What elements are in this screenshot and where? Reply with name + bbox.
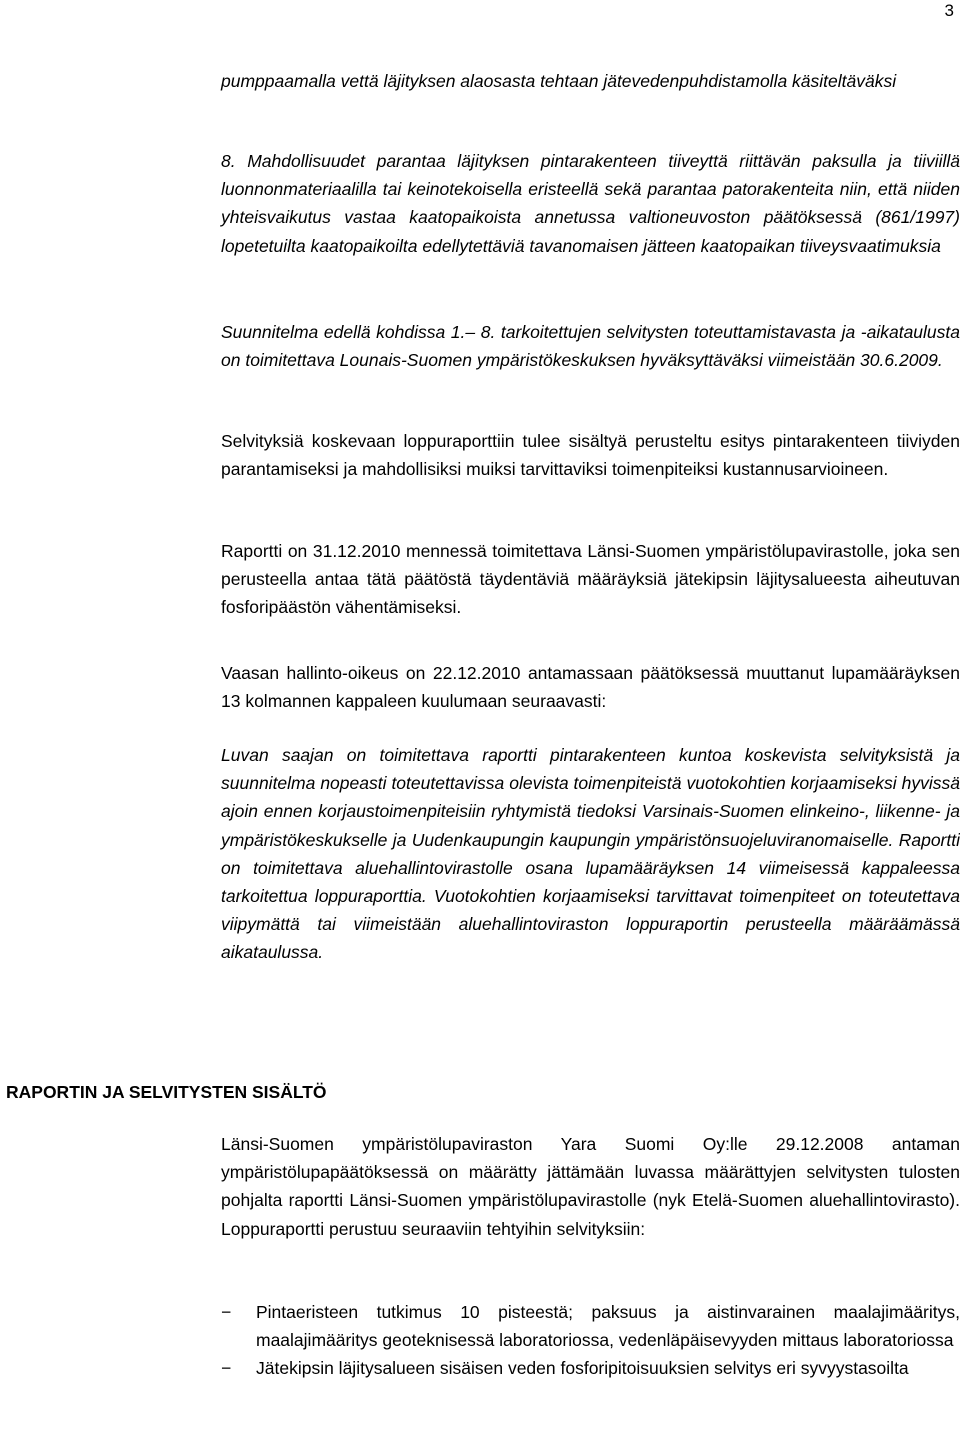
- paragraph-intro: Länsi-Suomen ympäristölupaviraston Yara Suomi Oy:lle 29.12.2008 antaman ympäristölupapäätöksessä on määrätty jättämään luvassa määrättyjen selvitysten tulosten pohjalta raportti Länsi-Suomen ympäristölupavirastolle (nyk Etelä-Suomen aluehallintovirasto). Loppuraportti perustuu seuraaviin tehtyihin selvityksiin:: [221, 1134, 960, 1239]
- survey-list: [221, 1298, 960, 1383]
- paragraph-permit-holder-obligation: Luvan saajan on toimitettava raportti pintarakenteen kuntoa koskevista selvityksistä ja suunnitelma nopeasti toteutettavissa olevista toimenpiteistä vuotokohtien korjaamiseksi hyvissä ajoin ennen korjaustoimenpiteisiin ryhtymistä tiedoksi Varsinais-Suomen elinkeino-, liikenne- ja ympäristökeskukselle ja Uudenkaupungin kaupungin ympäristönsuojeluviranomaiselle. Raportti on toimitettava aluehallintovirastolle osana lupamääräyksen 14 viimeisessä kappaleessa tarkoitettua loppuraporttia. Vuotokohtien korjaamiseksi tarvittavat toimenpiteet on toteutettava viipymättä tai viimeistään aluehallintoviraston loppuraportin perusteella määräämässä aikataulussa.: [221, 745, 960, 963]
- paragraph-court-decision: Vaasan hallinto-oikeus on 22.12.2010 antamassaan päätöksessä muuttanut lupamääräyksen 13 kolmannen kappaleen kuulumaan seuraavasti:: [221, 663, 960, 712]
- paragraph-report-deadline: Raportti on 31.12.2010 mennessä toimitettava Länsi-Suomen ympäristölupavirastolle, joka sen perusteella antaa tätä päätöstä täydentäviä määräyksiä jätekipsin läjitysalueesta aiheutuvan fosforipäästön vähentämiseksi.: [221, 541, 960, 618]
- dash-bullet-icon: −: [221, 1302, 232, 1322]
- paragraph-item-8: 8. Mahdollisuudet parantaa läjityksen pintarakenteen tiiveyttä riittävän paksulla ja tiiviillä luonnonmateriaalilla tai keinotekoisella eristeellä sekä parantaa patorakenteita niin, että niiden yhteisvaikutus vastaa kaatopaikoista annetussa valtioneuvoston päätöksessä (861/1997) lopetetuilta kaatopaikoilta edellytettäviä tavanomaisen jätteen kaatopaikan tiiveysvaatimuksia: [221, 151, 960, 256]
- page-number: 3: [944, 1, 954, 20]
- paragraph-final-report-contents: Selvityksiä koskevaan loppuraporttiin tulee sisältyä perusteltu esitys pintarakenteen tiiviyden parantamiseksi ja mahdollisiksi muiksi tarvittaviksi toimenpiteiksi kustannusarvioineen.: [221, 431, 960, 480]
- paragraph-plan-deadline: Suunnitelma edellä kohdissa 1.– 8. tarkoitettujen selvitysten toteuttamistavasta ja -aikataulusta on toimitettava Lounais-Suomen ympäristökeskuksen hyväksyttäväksi viimeistään 30.6.2009.: [221, 322, 960, 371]
- paragraph-pumping: pumppaamalla vettä läjityksen alaosasta tehtaan jätevedenpuhdistamolla käsiteltäväksi: [221, 71, 897, 91]
- list-item-text: Pintaeristeen tutkimus 10 pisteestä; paksuus ja aistinvarainen maalajimääritys, maalajimääritys geoteknisessä laboratoriossa, vedenläpäisevyyden mittaus laboratoriossa: [256, 1302, 960, 1351]
- section-heading: RAPORTIN JA SELVITYSTEN SISÄLTÖ: [6, 1082, 327, 1102]
- list-item: [221, 1298, 960, 1354]
- list-item-text: Jätekipsin läjitysalueen sisäisen veden fosforipitoisuuksien selvitys eri syvyystasoilta: [256, 1358, 909, 1379]
- dash-bullet-icon: −: [221, 1358, 232, 1379]
- list-item: [221, 1354, 960, 1382]
